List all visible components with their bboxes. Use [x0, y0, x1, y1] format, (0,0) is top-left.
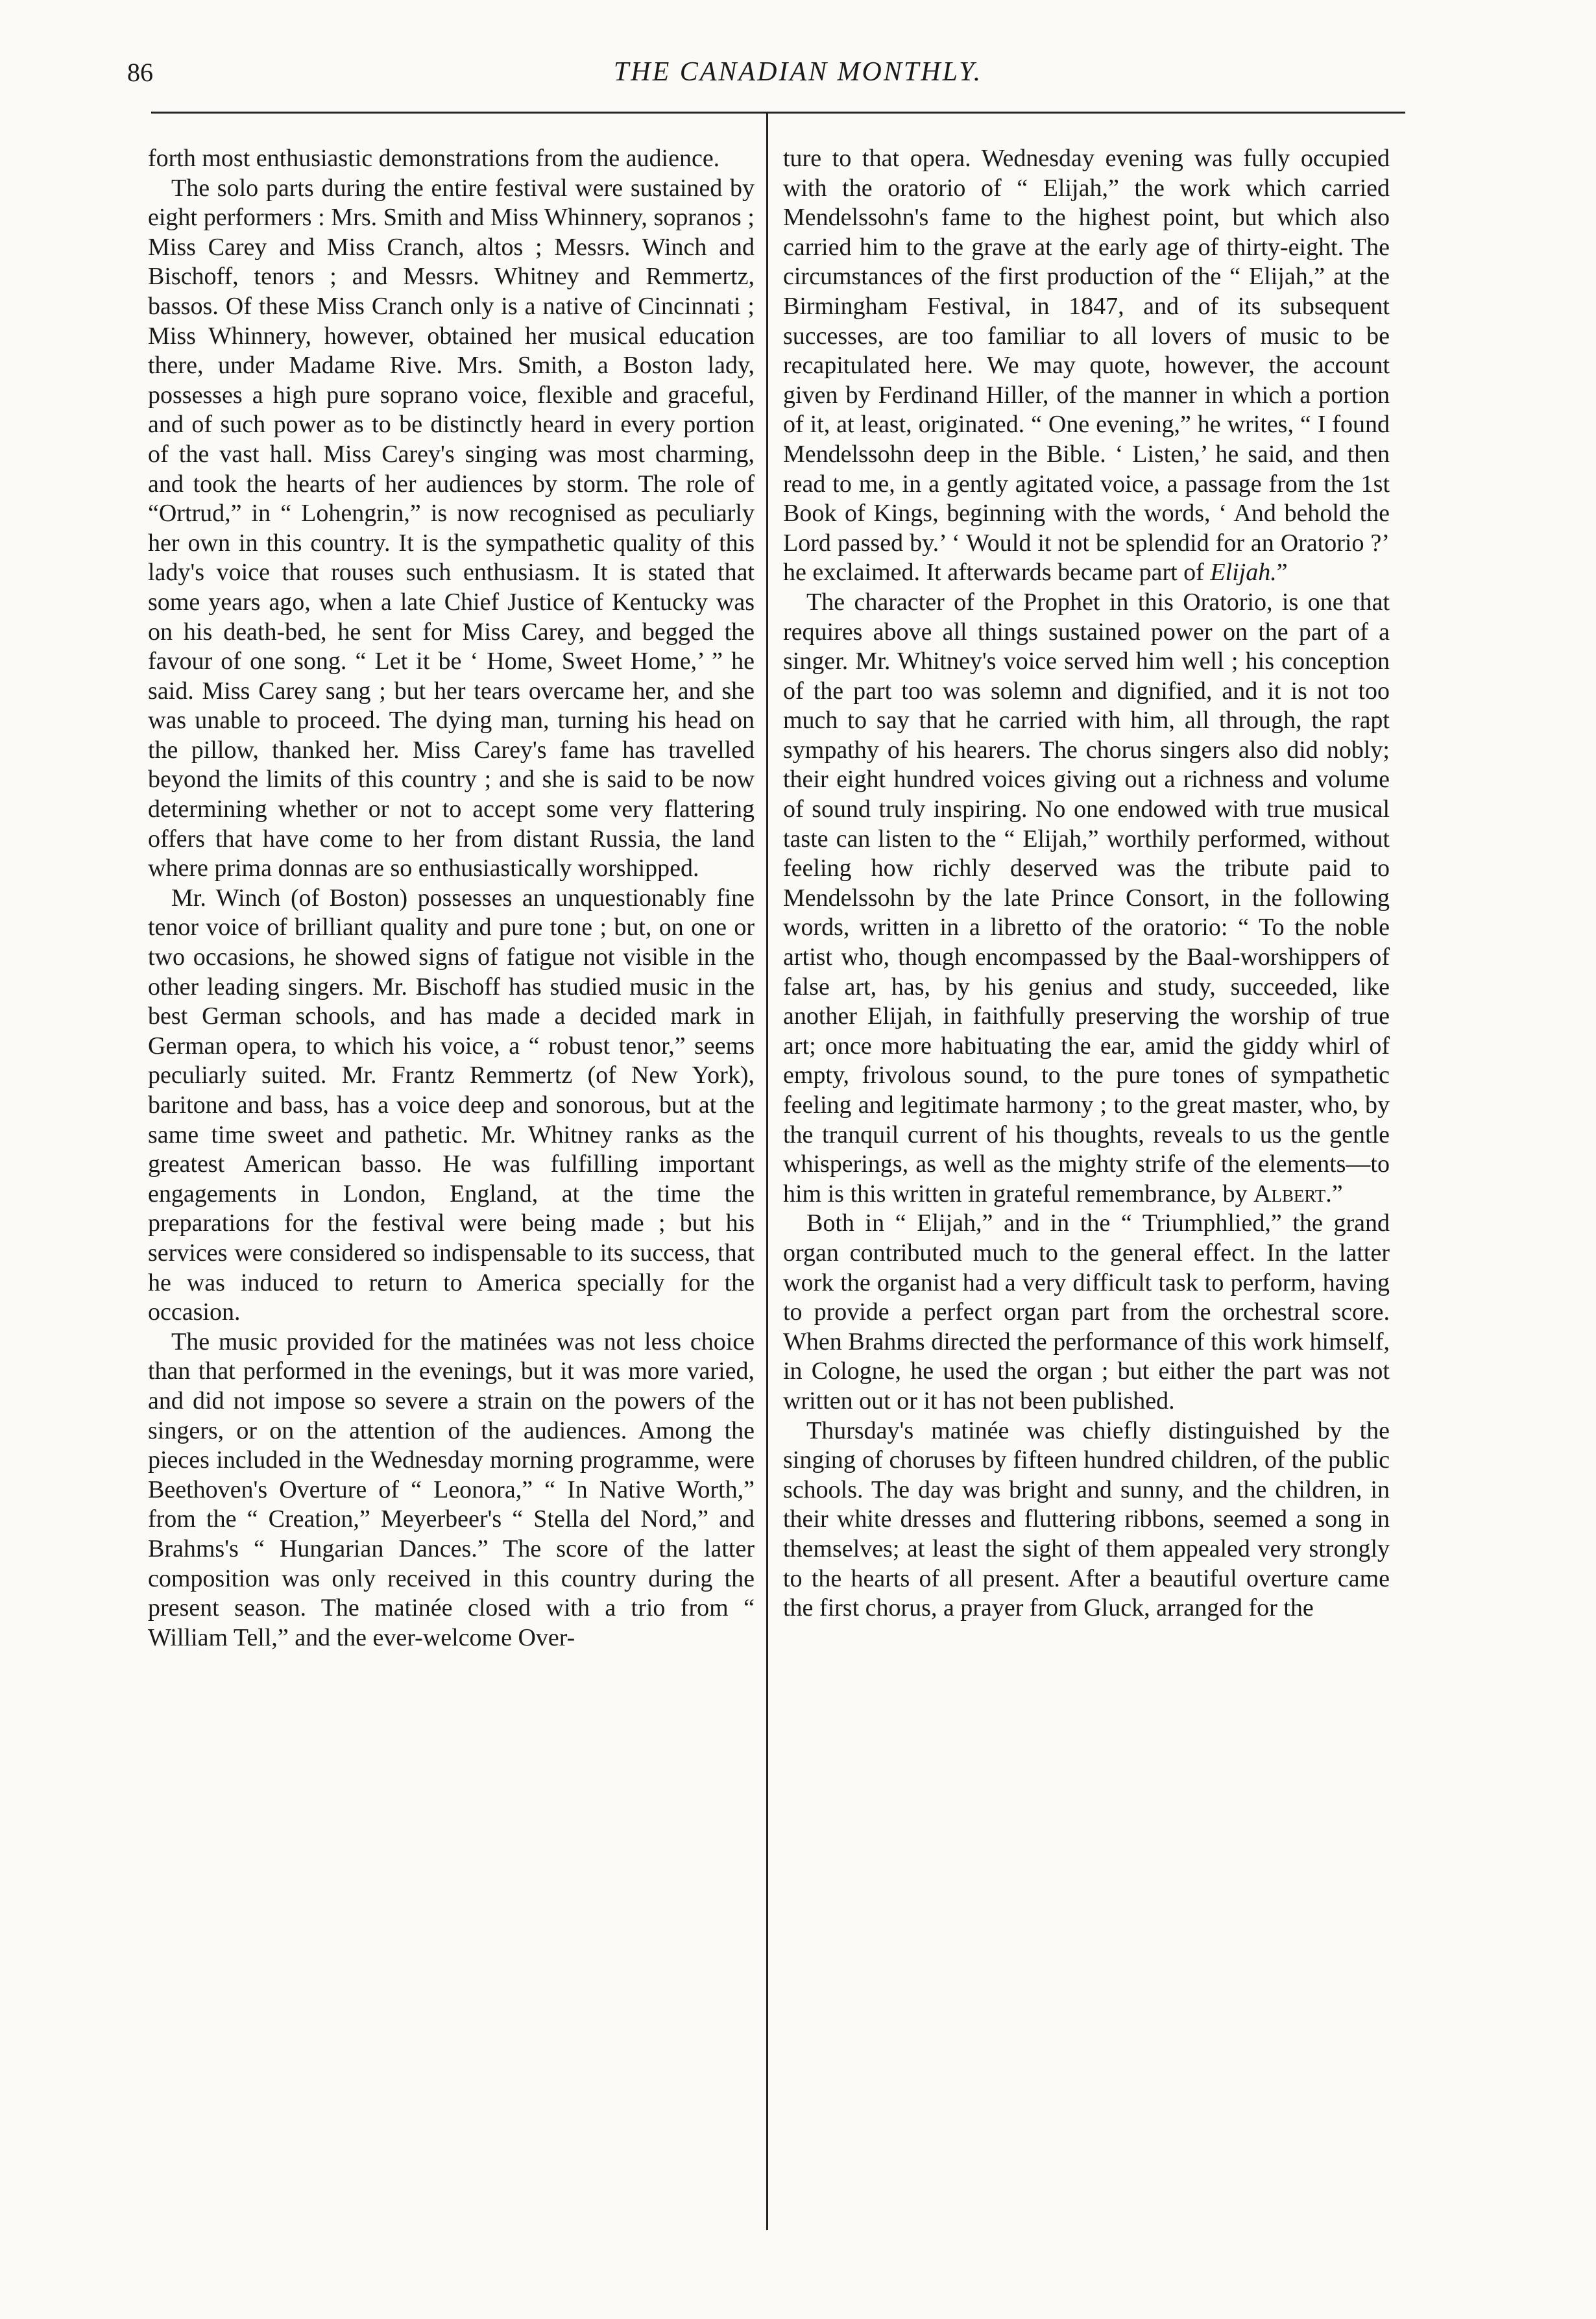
paragraph: Thursday's matinée was chiefly distinguished by the singing of choruses by fifteen hundred children, of the public schools. The day was bright and sunny, and the children, in their white dresses and fluttering ribbons, seemed a song in themselves; at least the sight of them appealed very strongly to the hearts of all present. After a beautiful overture came the first chorus, a prayer from Gluck, arranged for the [783, 1416, 1390, 1622]
right-column [783, 144, 1390, 1623]
paragraph: Both in “ Elijah,” and in the “ Triumphlied,” the grand organ contributed much to the general effect. In the latter work the organist had a very difficult task to perform, having to provide a perfect organ part from the orchestral score. When Brahms directed the performance of this work himself, in Cologne, he used the organ ; but either the part was not written out or it has not been published. [783, 1209, 1390, 1414]
signature: Albert. [1253, 1180, 1332, 1208]
paragraph: forth most enthusiastic demonstrations from the audience. [148, 145, 720, 172]
header-rule [151, 112, 1405, 114]
paragraph [783, 588, 1390, 1209]
running-title: THE CANADIAN MONTHLY. [613, 57, 983, 87]
column-divider [766, 114, 768, 2230]
paragraph: The music provided for the matinées was not less choice than that performed in the evenings, but it was more varied, and did not impose so severe a strain on the powers of the singers, or on the attention of the audiences. Among the pieces included in the Wednesday morning programme, were Beethoven's Overture of “ Leonora,” “ In Native Worth,” from the “ Creation,” Meyerbeer's “ Stella del Nord,” and Brahms's “ Hungarian Dances.” The score of the latter composition was only received in this country during the present season. The matinée closed with a trio from “ William Tell,” and the ever-welcome Over- [148, 1328, 755, 1651]
paragraph-text: ture to that opera. Wednesday evening was fully occupied with the oratorio of “ Elijah,” the work which carried Mendelssohn's fame to the highest point, but which also carried him to the grave at the early age of thirty-eight. The circumstances of the first production of the “ Elijah,” at the Birmingham Festival, in 1847, and of its subsequent successes, are too familiar to all lovers of music to be recapitulated here. We may quote, however, the account given by Ferdinand Hiller, of the manner in which a portion of it, at least, originated. “ One evening,” he writes, “ I found Mendelssohn deep in the Bible. ‘ Listen,’ he said, and then read to me, in a gently agitated voice, a passage from the 1st Book of Kings, beginning with the words, ‘ And behold the Lord passed by.’ ‘ Would it not be splendid for an Oratorio ?’ he exclaimed. It afterwards became part of [783, 145, 1390, 587]
paragraph-text: The character of the Prophet in this Oratorio, is one that requires above all things sustained power on the part of a singer. Mr. Whitney's voice served him well ; his conception of the part too was solemn and dignified, and it is not too much to say that he carried with him, all through, the rapt sympathy of his hearers. The chorus singers also did nobly; their eight hundred voices giving out a richness and volume of sound truly inspiring. No one endowed with true musical taste can listen to the “ Elijah,” worthily performed, without feeling how richly deserved was the tribute paid to Mendelssohn by the late Prince Consort, in the following words, written in a libretto of the oratorio: “ To the noble artist who, though encompassed by the Baal-worshippers of false art, has, by his genius and study, succeeded, like another Elijah, in faithfully preserving the worship of true art; once more habituating the ear, amid the giddy whirl of empty, frivolous sound, to the pure tones of sympathetic feeling and legitimate harmony ; to the great master, who, by the tranquil current of his thoughts, reveals to us the gentle whisperings, as well as the mighty strife of the elements—to him is this written in grateful remembrance, by [783, 588, 1390, 1208]
page-number: 86 [127, 58, 153, 87]
closing-quote: ” [1331, 1180, 1343, 1208]
paragraph: Mr. Winch (of Boston) possesses an unquestionably fine tenor voice of brilliant quality and pure tone ; but, on one or two occasions, he showed signs of fatigue not visible in the other leading singers. Mr. Bischoff has studied music in the best German schools, and has made a decided mark in German opera, to which his voice, a “ robust tenor,” seems peculiarly suited. Mr. Frantz Remmertz (of New York), baritone and bass, has a voice deep and sonorous, but at the same time sweet and pathetic. Mr. Whitney ranks as the greatest American basso. He was fulfilling important engagements in London, England, at the time the preparations for the festival were being made ; but his services were considered so indispensable to its success, that he was induced to return to America specially for the occasion. [148, 884, 755, 1326]
paragraph [783, 144, 1390, 588]
closing-quote: ” [1276, 559, 1288, 587]
paragraph: The solo parts during the entire festival were sustained by eight performers : Mrs. Smith and Miss Whinnery, sopranos ; Miss Carey and Miss Cranch, altos ; Messrs. Winch and Bischoff, tenors ; and Messrs. Whitney and Remmertz, bassos. Of these Miss Cranch only is a native of Cincinnati ; Miss Whinnery, however, obtained her musical education there, under Madame Rive. Mrs. Smith, a Boston lady, possesses a high pure soprano voice, flexible and graceful, and of such power as to be distinctly heard in every portion of the vast hall. Miss Carey's singing was most charming, and took the hearts of her audiences by storm. The role of “Ortrud,” in “ Lohengrin,” is now recognised as peculiarly her own in this country. It is the sympathetic quality of this lady's voice that rouses such enthusiasm. It is stated that some years ago, when a late Chief Justice of Kentucky was on his death-bed, he sent for Miss Carey, and begged the favour of one song. “ Let it be ‘ Home, Sweet Home,’ ” he said. Miss Carey sang ; but her tears overcame her, and she was unable to proceed. The dying man, turning his head on the pillow, thanked her. Miss Carey's fame has travelled beyond the limits of this country ; and she is said to be now determining whether or not to accept some very flattering offers that have come to her from distant Russia, the land where prima donnas are so enthusiastically worshipped. [148, 174, 755, 882]
left-column [148, 144, 755, 1653]
italic-title: Elijah. [1210, 559, 1277, 587]
